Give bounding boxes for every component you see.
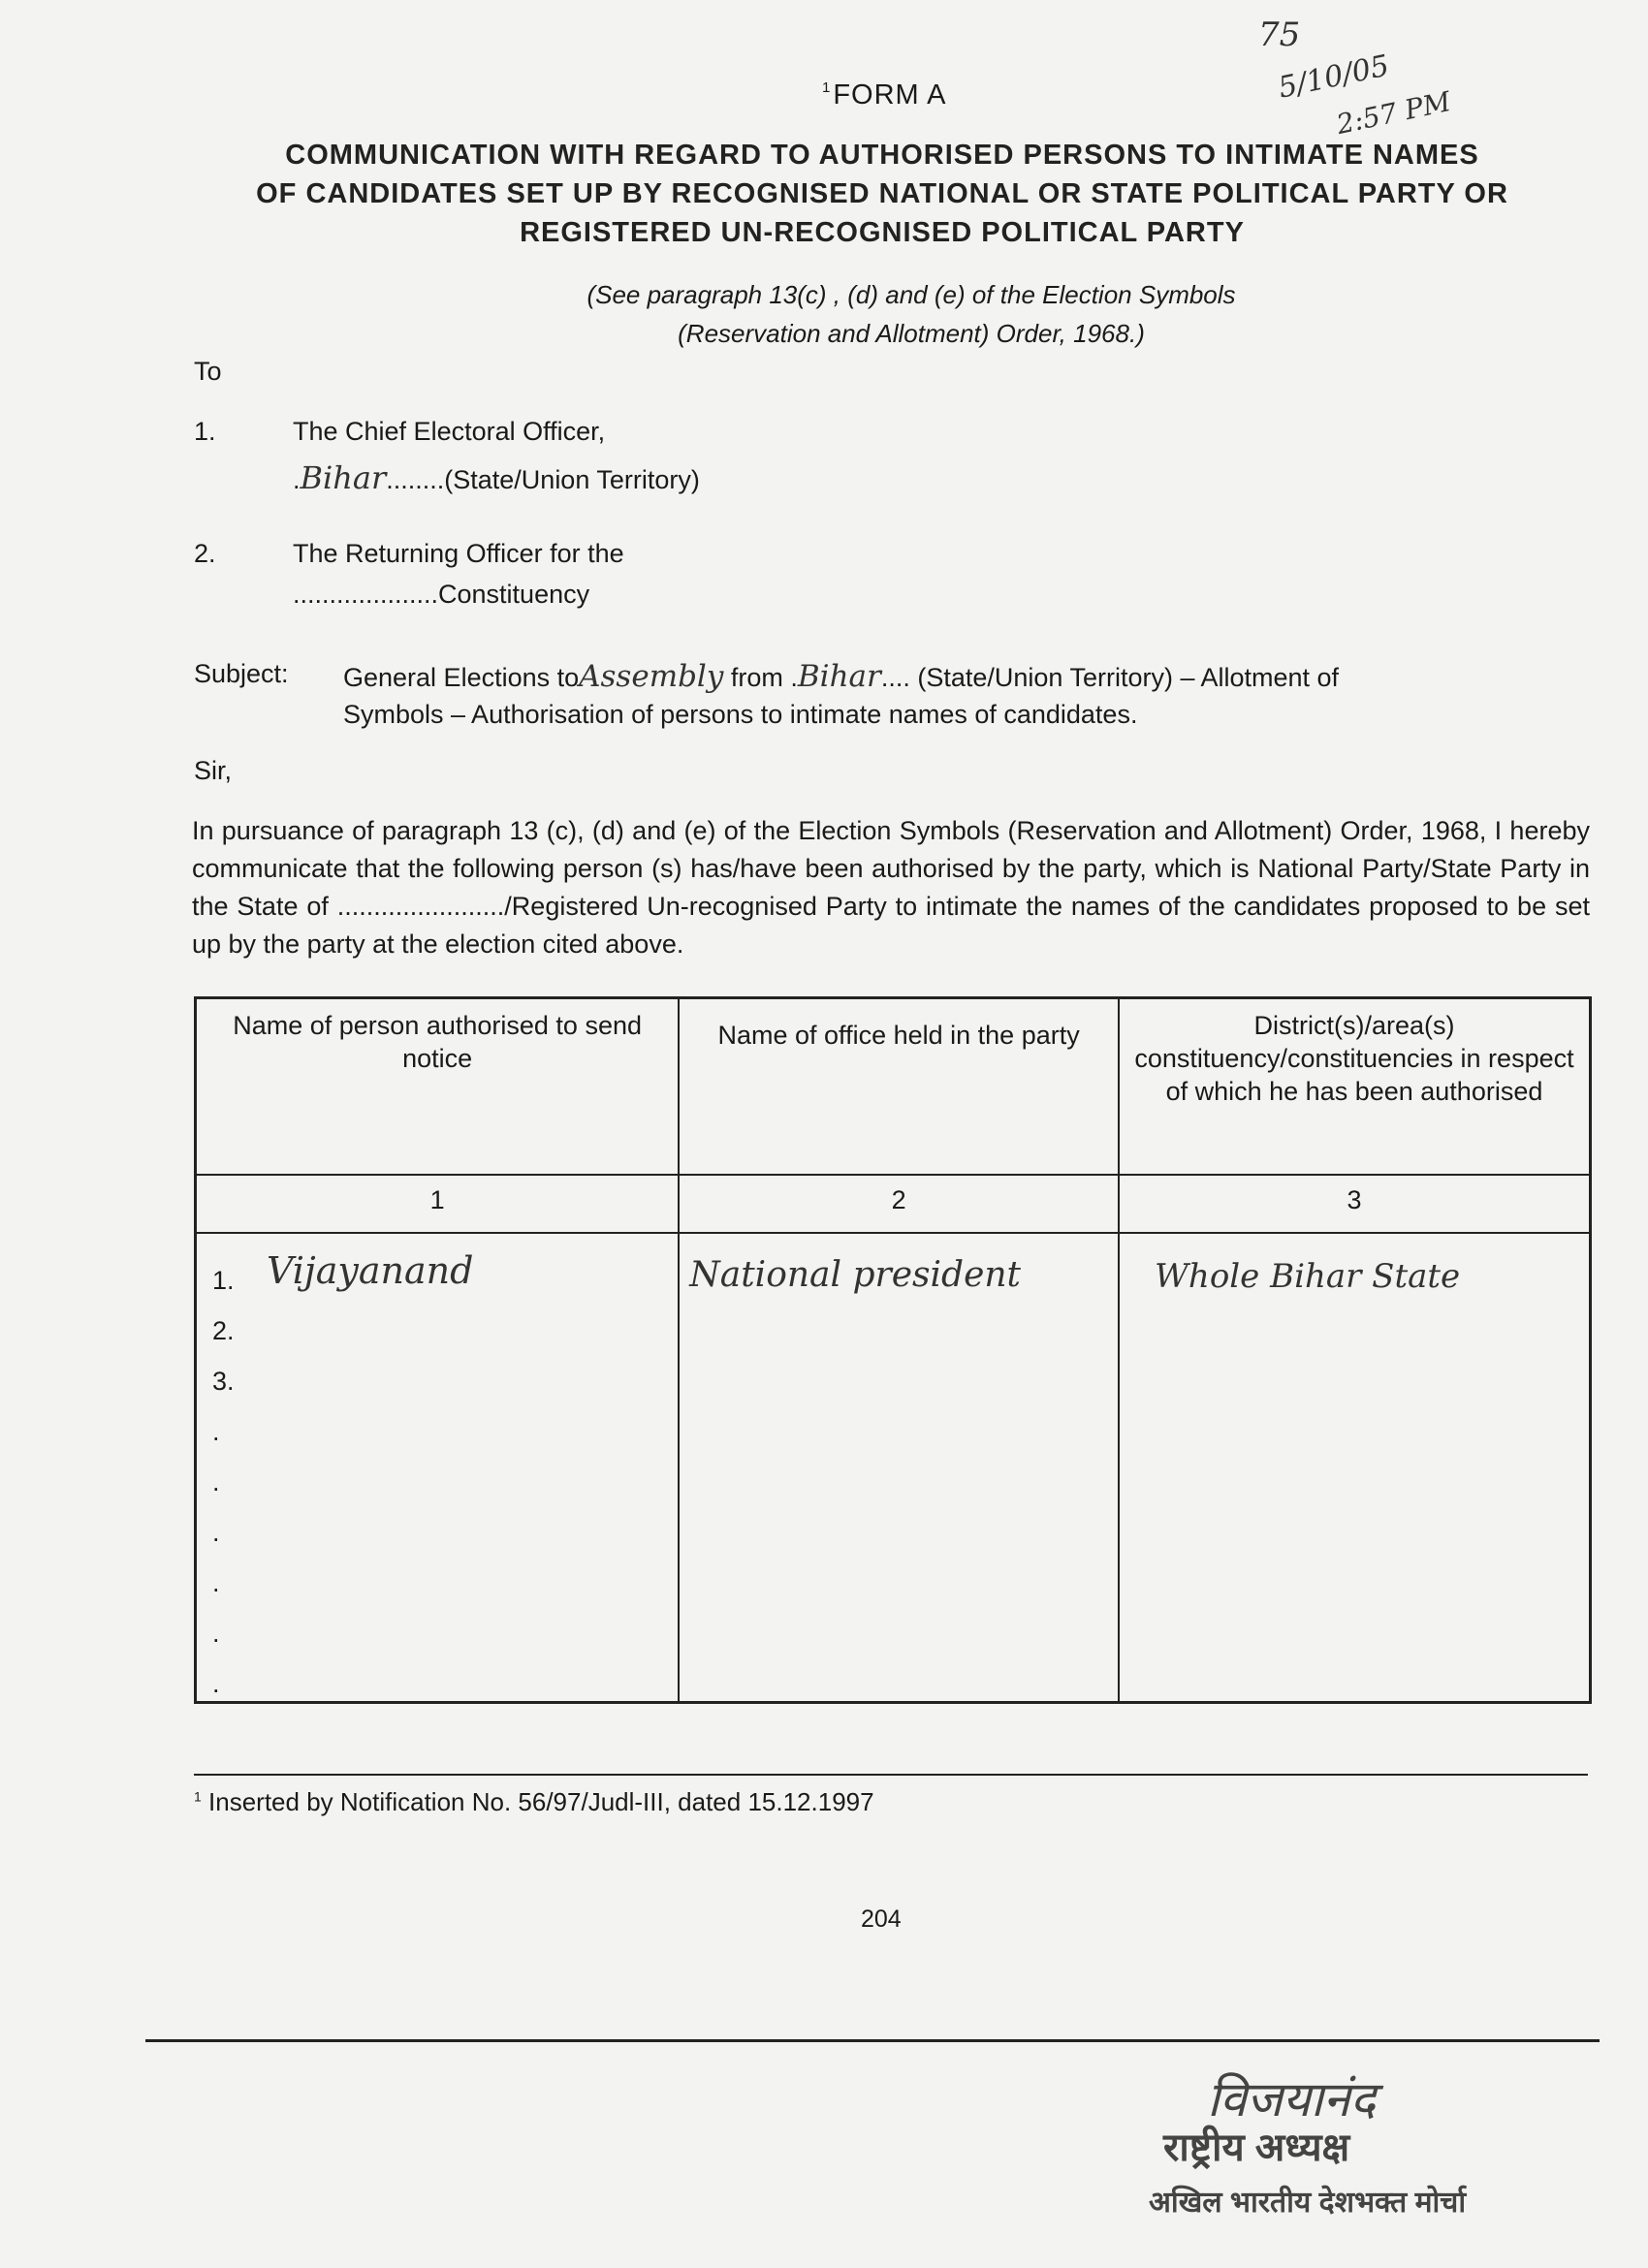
state-fill: Bihar xyxy=(300,459,387,496)
col1-header: Name of person authorised to send notice xyxy=(196,998,680,1176)
item1-suffix: ........(State/Union Territory) xyxy=(386,465,700,494)
form-title xyxy=(822,79,947,111)
handwritten-signature: विजयानंद xyxy=(1207,2071,1377,2127)
office-cell xyxy=(679,1233,1119,1703)
item1-line1: The Chief Electoral Officer, xyxy=(293,417,606,446)
item2-number: 2. xyxy=(194,539,216,568)
authorised-area: Whole Bihar State xyxy=(1154,1257,1461,1296)
heading-line-2: OF CANDIDATES SET UP BY RECOGNISED NATIONAL OR STATE POLITICAL PARTY OR xyxy=(256,178,1508,209)
page-edge-rule xyxy=(145,2039,1600,2042)
authorised-name: Vijayanand xyxy=(267,1249,474,1292)
item1-number: 1. xyxy=(194,417,216,446)
reference-line-1: (See paragraph 13(c) , (d) and (e) of the Election Symbols xyxy=(586,280,1236,309)
item2-line1: The Returning Officer for the xyxy=(293,539,624,568)
subject-text-b: from . xyxy=(730,663,798,692)
item2-line2: ....................Constituency xyxy=(293,580,590,609)
handwritten-date: 5/10/05 xyxy=(1275,48,1393,106)
heading-line-1: COMMUNICATION WITH REGARD TO AUTHORISED PERSONS TO INTIMATE NAMES xyxy=(285,140,1479,171)
name-cell xyxy=(196,1233,680,1703)
footnote-mark-bottom: 1 xyxy=(194,1788,202,1805)
form-heading xyxy=(223,136,1541,252)
col2-header: Name of office held in the party xyxy=(679,998,1119,1176)
salutation: Sir, xyxy=(194,756,233,785)
row-numbers: 1. 2. 3. . . . . . . xyxy=(212,1255,235,1709)
subject-label: Subject: xyxy=(194,659,289,688)
subject-state-fill: Bihar xyxy=(797,659,881,694)
subject-text-c: .... (State/Union Territory) – Allotment of xyxy=(880,663,1340,692)
col2-number: 2 xyxy=(679,1175,1119,1233)
stamp-organisation: अखिल भारतीय देशभक्त मोर्चा xyxy=(1149,2187,1467,2219)
subject-line1 xyxy=(343,659,1339,694)
form-title-text: FORM A xyxy=(833,79,947,110)
col3-number: 3 xyxy=(1119,1175,1591,1233)
footnote-mark: 1 xyxy=(822,79,832,96)
row-number-2: 2. xyxy=(212,1316,235,1345)
authorised-persons-table xyxy=(194,996,1592,1704)
row-number-3: 3. xyxy=(212,1367,235,1396)
table-row xyxy=(196,1233,1591,1703)
handwritten-initials: 75 xyxy=(1258,16,1301,54)
row-number-1: 1. xyxy=(212,1266,235,1295)
reference-note xyxy=(407,275,1415,353)
footnote xyxy=(194,1787,874,1817)
col1-number: 1 xyxy=(196,1175,680,1233)
table-number-row xyxy=(196,1175,1591,1233)
reference-line-2: (Reservation and Allotment) Order, 1968.) xyxy=(678,319,1145,348)
subject-text-a: General Elections to xyxy=(343,663,580,692)
footnote-text: Inserted by Notification No. 56/97/Judl-III, dated 15.12.1997 xyxy=(208,1787,874,1816)
col3-header: District(s)/area(s) constituency/constituencies in respect of which he has been authorised xyxy=(1119,998,1591,1176)
table-header-row xyxy=(196,998,1591,1176)
handwritten-time: 2:57 PM xyxy=(1333,84,1454,142)
stamp-designation: राष्ट्रीय अध्यक्ष xyxy=(1163,2126,1350,2169)
body-paragraph: In pursuance of paragraph 13 (c), (d) and (e) of the Election Symbols (Reservation and Allotment) Order, 1968, I hereby communicate that the following person (s) has/have been authorised by the party, which is National Party/State Party in the State of ......................./Registered Un-recognised Party to intimate the names of the candidates proposed to be set up by the party at the election cited above. xyxy=(192,816,1590,959)
heading-line-3: REGISTERED UN-RECOGNISED POLITICAL PARTY xyxy=(520,217,1245,248)
footnote-rule xyxy=(194,1774,1588,1776)
area-cell xyxy=(1119,1233,1591,1703)
election-type-fill: Assembly xyxy=(579,659,724,694)
item1-line2: .Bihar........(State/Union Territory) xyxy=(293,459,700,496)
to-label: To xyxy=(194,357,222,386)
page-number: 204 xyxy=(861,1906,902,1933)
office-held: National president xyxy=(689,1255,1022,1295)
subject-line2: Symbols – Authorisation of persons to intimate names of candidates. xyxy=(343,700,1138,729)
